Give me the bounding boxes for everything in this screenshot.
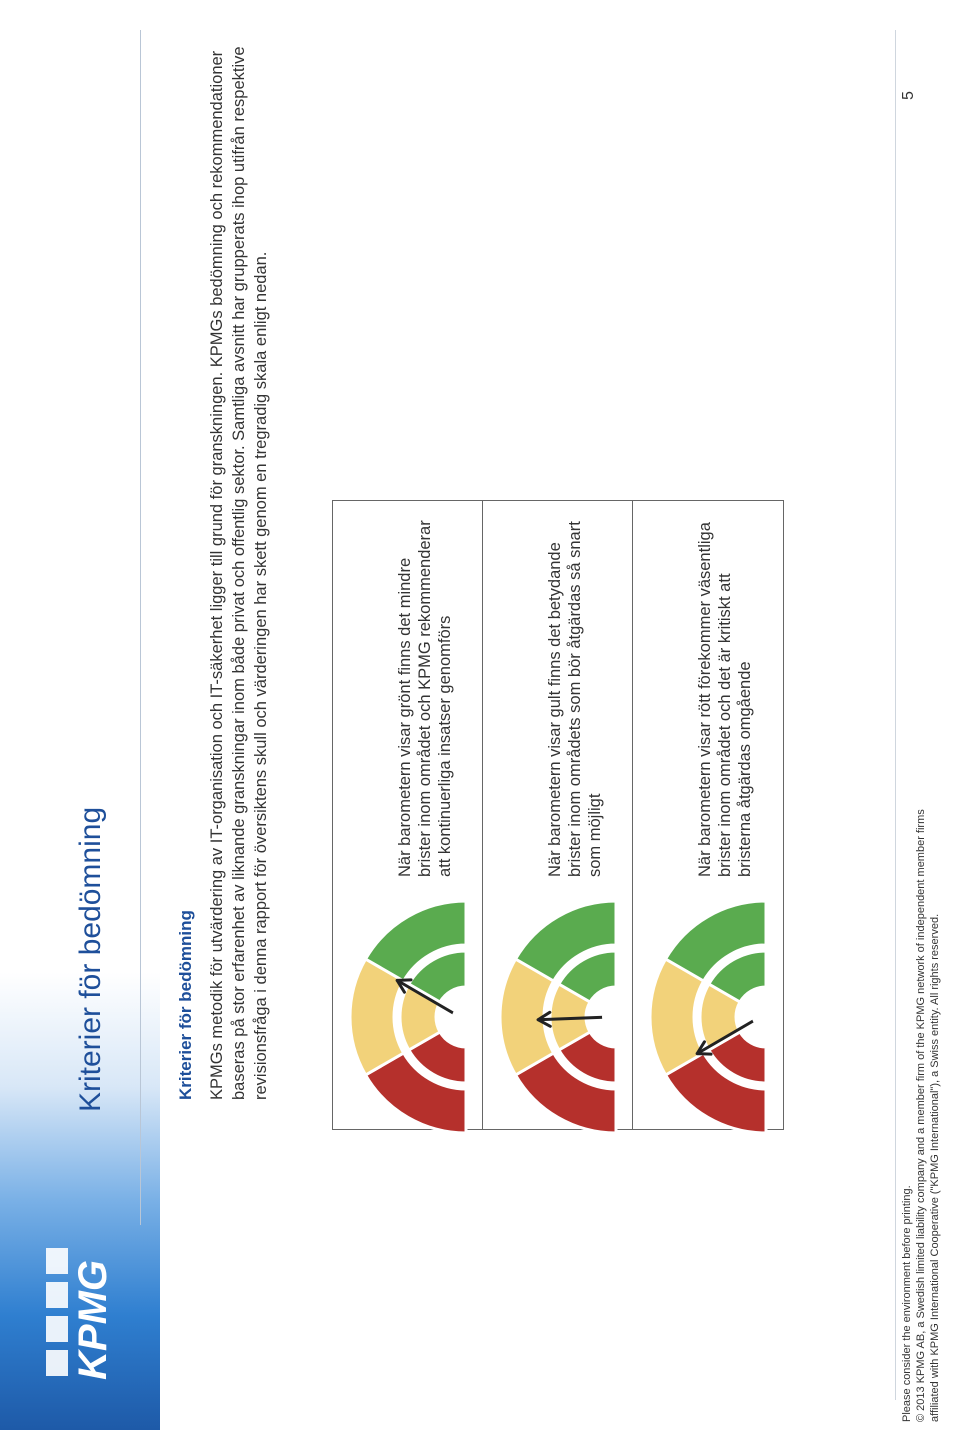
kpmg-logo (46, 1222, 115, 1382)
gauge-red (642, 917, 774, 1117)
header-divider (140, 30, 141, 1225)
criteria-text: När barometern visar rött förekommer väsentliga brister inom området och det är kritiskt att bristerna åtgärdas omgående (696, 522, 754, 877)
criteria-text: När barometern visar gult finns det betydande brister inom områdets som bör åtgärdas så snart som möjligt (546, 521, 604, 877)
gauge-hub (752, 1007, 772, 1027)
page-number: 5 (900, 91, 917, 100)
section-heading: Kriterier för bedömning (176, 910, 195, 1100)
kpmg-logo-text: KPMG (71, 1260, 115, 1380)
criteria-row-yellow (483, 501, 633, 1129)
intro-paragraph: KPMGs metodik för utvärdering av IT-organisation och IT-säkerhet ligger till grund för granskningen. KPMGs bedömning och rekommendationer baseras på stor erfarenhet av liknande granskningar inom både privat och offentlig sektor. Samtliga avsnitt har grupperats ihop utifrån respektive revisionsfråga i denna rapport för översiktens skull och värderingen har skett genom en tregradig skala enligt nedan. (208, 46, 270, 1100)
footer-environment-note: Please consider the environment before printing. (901, 1185, 913, 1422)
gauge-yellow (492, 917, 624, 1117)
footer-copyright-cont: affiliated with KPMG International Cooperative ("KPMG International"), a Swiss entity. All rights reserved. (929, 913, 941, 1422)
slide-title: Kriterier för bedömning (74, 806, 107, 1112)
gauge-green (342, 917, 474, 1117)
criteria-text: När barometern visar grönt finns det mindre brister inom området och KPMG rekommenderar att kontinuerliga insatser genomförs (396, 520, 454, 877)
header-band (0, 0, 160, 1430)
footer-copyright: © 2013 KPMG AB, a Swedish limited liability company and a member firm of the KPMG network of independent member firms (915, 809, 927, 1422)
criteria-table (332, 500, 784, 1130)
criteria-row-green (333, 501, 483, 1129)
gauge-hub (602, 1007, 622, 1027)
gauge-hub (452, 1007, 472, 1027)
footer (900, 222, 942, 1422)
footer-divider (895, 30, 896, 1400)
criteria-row-red (633, 501, 783, 1129)
